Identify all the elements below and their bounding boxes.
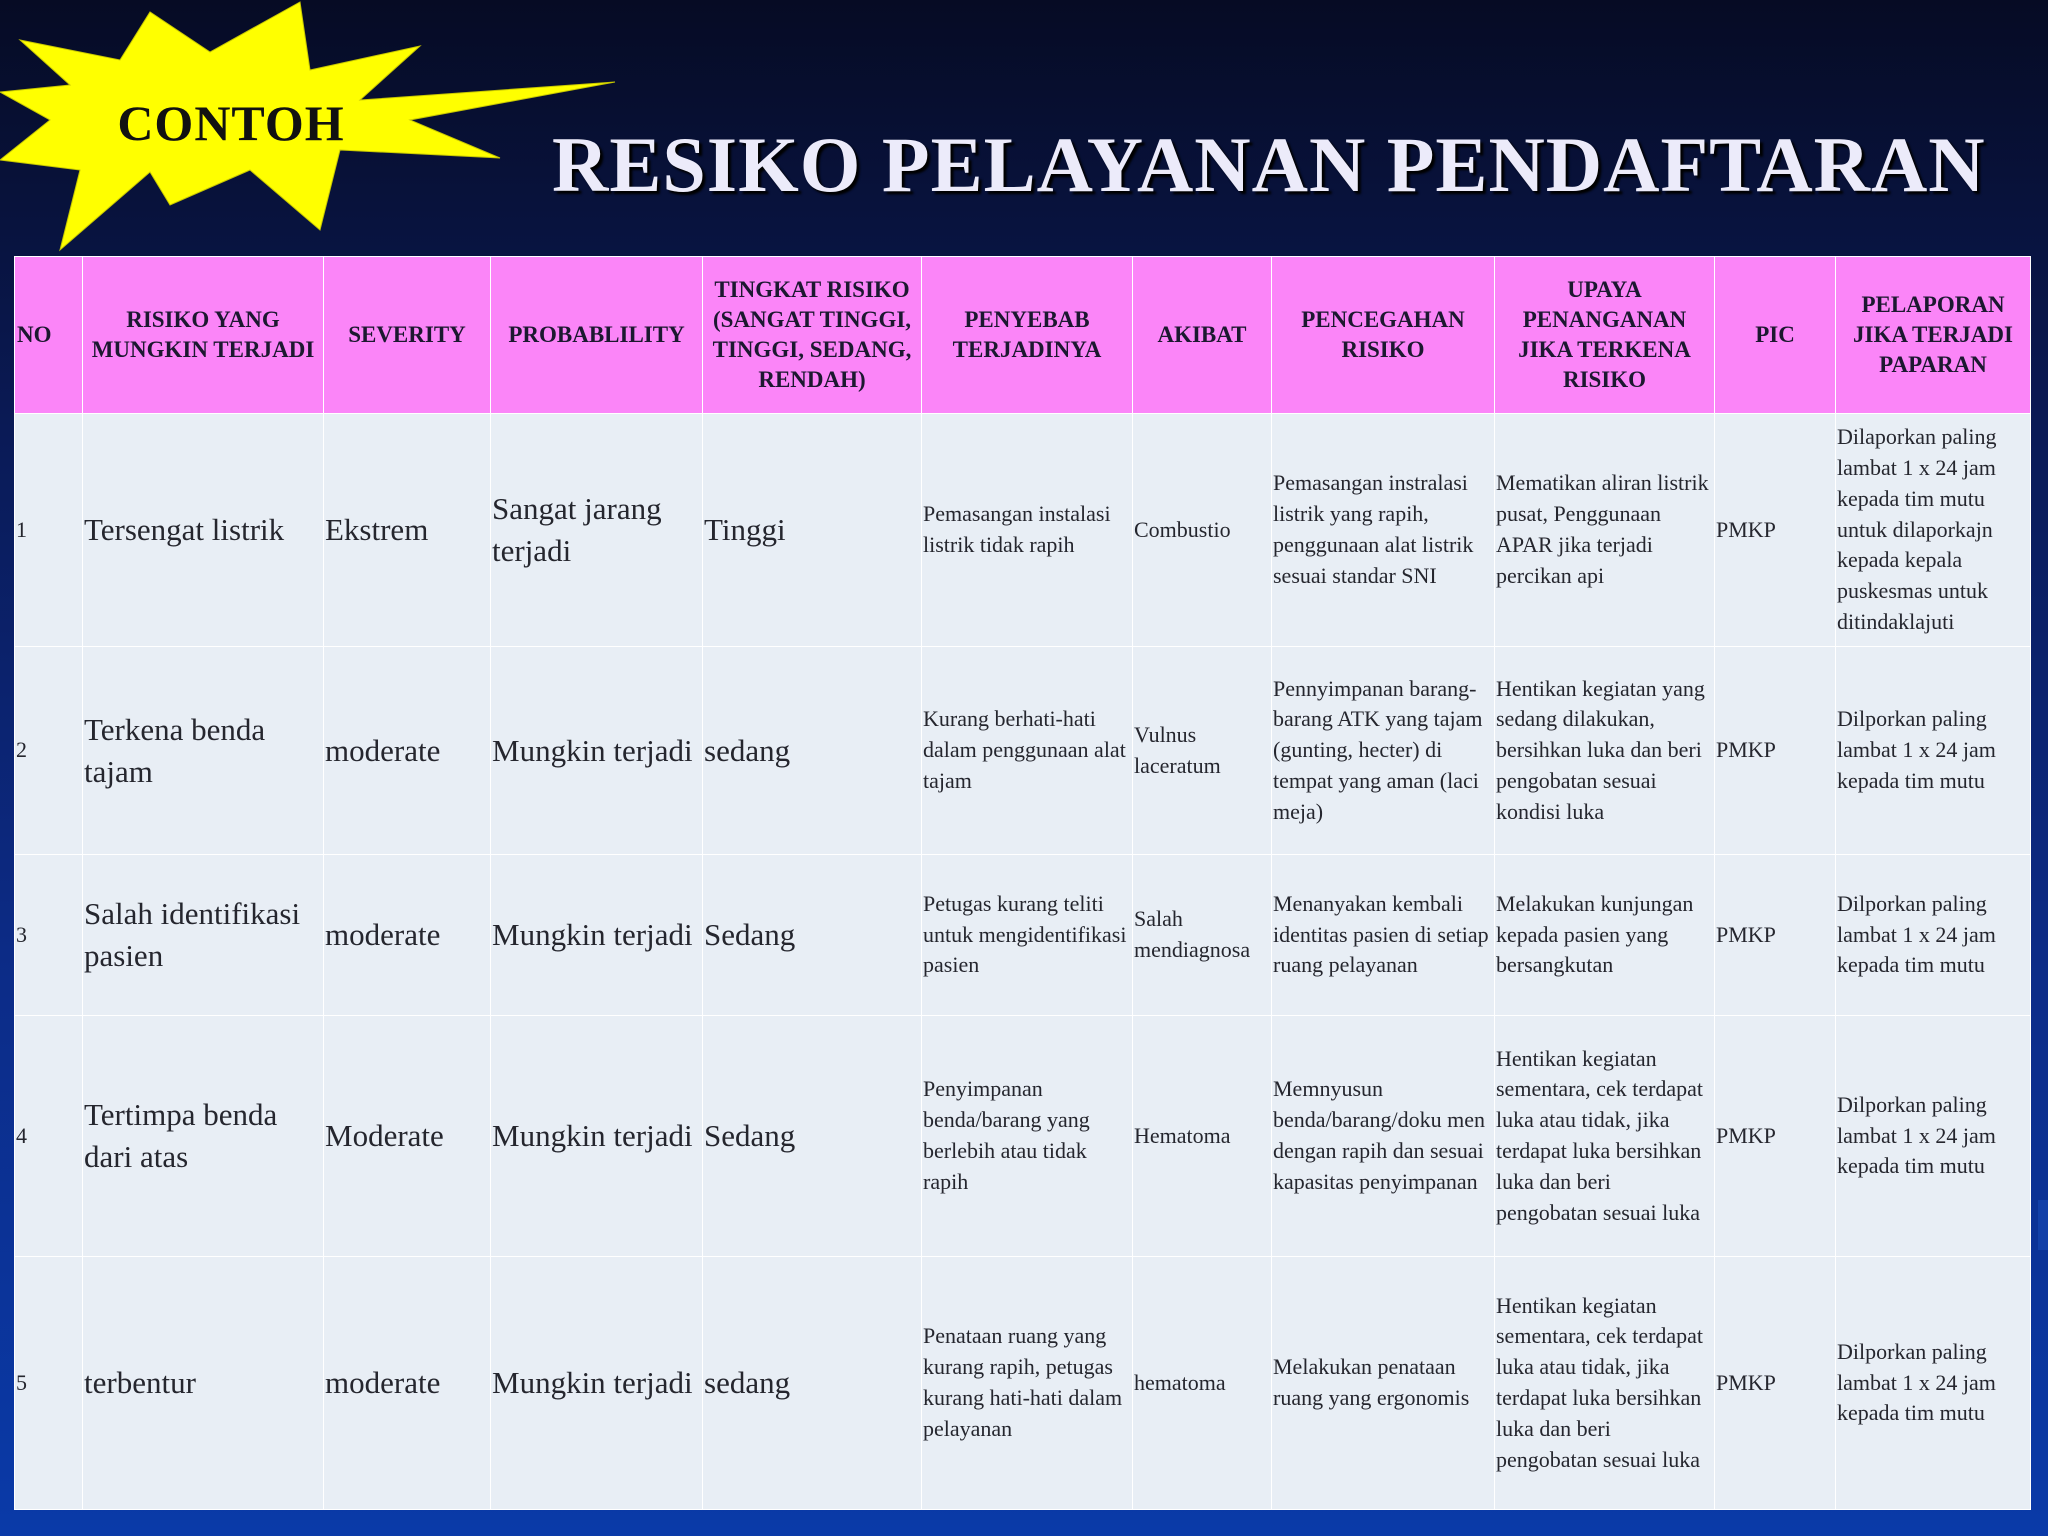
cell-penyebab: Penataan ruang yang kurang rapih, petugas kurang hati-hati dalam pelayanan <box>922 1257 1133 1510</box>
cell-tingkat: Tinggi <box>703 414 922 647</box>
cell-upaya: Mematikan aliran listrik pusat, Penggunaan APAR jika terjadi percikan api <box>1495 414 1715 647</box>
cell-pic: PMKP <box>1715 1257 1836 1510</box>
cell-upaya: Melakukan kunjungan kepada pasien yang bersangkutan <box>1495 855 1715 1016</box>
cell-pelaporan: Dilporkan paling lambat 1 x 24 jam kepada tim mutu <box>1836 855 2031 1016</box>
cell-penyebab: Petugas kurang teliti untuk mengidentifikasi pasien <box>922 855 1133 1016</box>
header-tingkat: TINGKAT RISIKO (SANGAT TINGGI, TINGGI, SEDANG, RENDAH) <box>703 257 922 414</box>
cell-tingkat: sedang <box>703 1257 922 1510</box>
table-row <box>15 414 2031 647</box>
cell-pic: PMKP <box>1715 855 1836 1016</box>
cell-probability: Mungkin terjadi <box>491 855 703 1016</box>
cell-pencegahan: Pennyimpanan barang-barang ATK yang tajam (gunting, hecter) di tempat yang aman (laci meja) <box>1272 647 1495 855</box>
cell-no: 4 <box>15 1016 83 1257</box>
cell-probability: Mungkin terjadi <box>491 647 703 855</box>
risk-table-container <box>14 256 2030 1510</box>
cell-upaya: Hentikan kegiatan yang sedang dilakukan, bersihkan luka dan beri pengobatan sesuai kondisi luka <box>1495 647 1715 855</box>
table-row <box>15 1016 2031 1257</box>
cell-pelaporan: Dilporkan paling lambat 1 x 24 jam kepada tim mutu <box>1836 1016 2031 1257</box>
cell-pelaporan: Dilporkan paling lambat 1 x 24 jam kepada tim mutu <box>1836 647 2031 855</box>
cell-pencegahan: Menanyakan kembali identitas pasien di setiap ruang pelayanan <box>1272 855 1495 1016</box>
cell-upaya: Hentikan kegiatan sementara, cek terdapat luka atau tidak, jika terdapat luka bersihkan luka dan beri pengobatan sesuai luka <box>1495 1016 1715 1257</box>
page-title: RESIKO PELAYANAN PENDAFTARAN <box>552 121 1986 208</box>
cell-severity: Ekstrem <box>324 414 491 647</box>
cell-pic: PMKP <box>1715 647 1836 855</box>
header-risiko: RISIKO YANG MUNGKIN TERJADI <box>83 257 324 414</box>
cell-tingkat: Sedang <box>703 855 922 1016</box>
table-header-row <box>15 257 2031 414</box>
cell-penyebab: Penyimpanan benda/barang yang berlebih atau tidak rapih <box>922 1016 1133 1257</box>
header-probability: PROBABLILITY <box>491 257 703 414</box>
cell-no: 2 <box>15 647 83 855</box>
cell-risiko: terbentur <box>83 1257 324 1510</box>
cell-probability: Mungkin terjadi <box>491 1257 703 1510</box>
header-pic: PIC <box>1715 257 1836 414</box>
cell-severity: Moderate <box>324 1016 491 1257</box>
header-penyebab: PENYEBAB TERJADINYA <box>922 257 1133 414</box>
cell-risiko: Tersengat listrik <box>83 414 324 647</box>
table-row <box>15 1257 2031 1510</box>
cell-severity: moderate <box>324 855 491 1016</box>
cell-pelaporan: Dilaporkan paling lambat 1 x 24 jam kepada tim mutu untuk dilaporkajn kepada kepala puskesmas untuk ditindaklajuti <box>1836 414 2031 647</box>
header-severity: SEVERITY <box>324 257 491 414</box>
cell-akibat: hematoma <box>1133 1257 1272 1510</box>
cell-no: 1 <box>15 414 83 647</box>
cell-probability: Sangat jarang terjadi <box>491 414 703 647</box>
cell-risiko: Tertimpa benda dari atas <box>83 1016 324 1257</box>
cell-penyebab: Kurang berhati-hati dalam penggunaan alat tajam <box>922 647 1133 855</box>
slide-edge-marker <box>2038 1200 2048 1250</box>
cell-probability: Mungkin terjadi <box>491 1016 703 1257</box>
cell-upaya: Hentikan kegiatan sementara, cek terdapat luka atau tidak, jika terdapat luka bersihkan luka dan beri pengobatan sesuai luka <box>1495 1257 1715 1510</box>
cell-pencegahan: Melakukan penataan ruang yang ergonomis <box>1272 1257 1495 1510</box>
starburst-badge <box>0 0 620 260</box>
table-row <box>15 647 2031 855</box>
cell-tingkat: Sedang <box>703 1016 922 1257</box>
badge-label: CONTOH <box>117 95 345 151</box>
cell-severity: moderate <box>324 1257 491 1510</box>
table-row <box>15 855 2031 1016</box>
header-akibat: AKIBAT <box>1133 257 1272 414</box>
cell-risiko: Salah identifikasi pasien <box>83 855 324 1016</box>
cell-pelaporan: Dilporkan paling lambat 1 x 24 jam kepada tim mutu <box>1836 1257 2031 1510</box>
cell-pic: PMKP <box>1715 1016 1836 1257</box>
cell-penyebab: Pemasangan instalasi listrik tidak rapih <box>922 414 1133 647</box>
cell-no: 5 <box>15 1257 83 1510</box>
header-pencegahan: PENCEGAHAN RISIKO <box>1272 257 1495 414</box>
cell-akibat: Combustio <box>1133 414 1272 647</box>
cell-severity: moderate <box>324 647 491 855</box>
risk-table <box>14 256 2031 1510</box>
cell-no: 3 <box>15 855 83 1016</box>
header-no: NO <box>15 257 83 414</box>
cell-risiko: Terkena benda tajam <box>83 647 324 855</box>
cell-tingkat: sedang <box>703 647 922 855</box>
cell-akibat: Salah mendiagnosa <box>1133 855 1272 1016</box>
cell-akibat: Hematoma <box>1133 1016 1272 1257</box>
cell-pencegahan: Memnyusun benda/barang/doku men dengan rapih dan sesuai kapasitas penyimpanan <box>1272 1016 1495 1257</box>
cell-pic: PMKP <box>1715 414 1836 647</box>
header-upaya: UPAYA PENANGANAN JIKA TERKENA RISIKO <box>1495 257 1715 414</box>
header-pelaporan: PELAPORAN JIKA TERJADI PAPARAN <box>1836 257 2031 414</box>
cell-akibat: Vulnus laceratum <box>1133 647 1272 855</box>
cell-pencegahan: Pemasangan instralasi listrik yang rapih, penggunaan alat listrik sesuai standar SNI <box>1272 414 1495 647</box>
